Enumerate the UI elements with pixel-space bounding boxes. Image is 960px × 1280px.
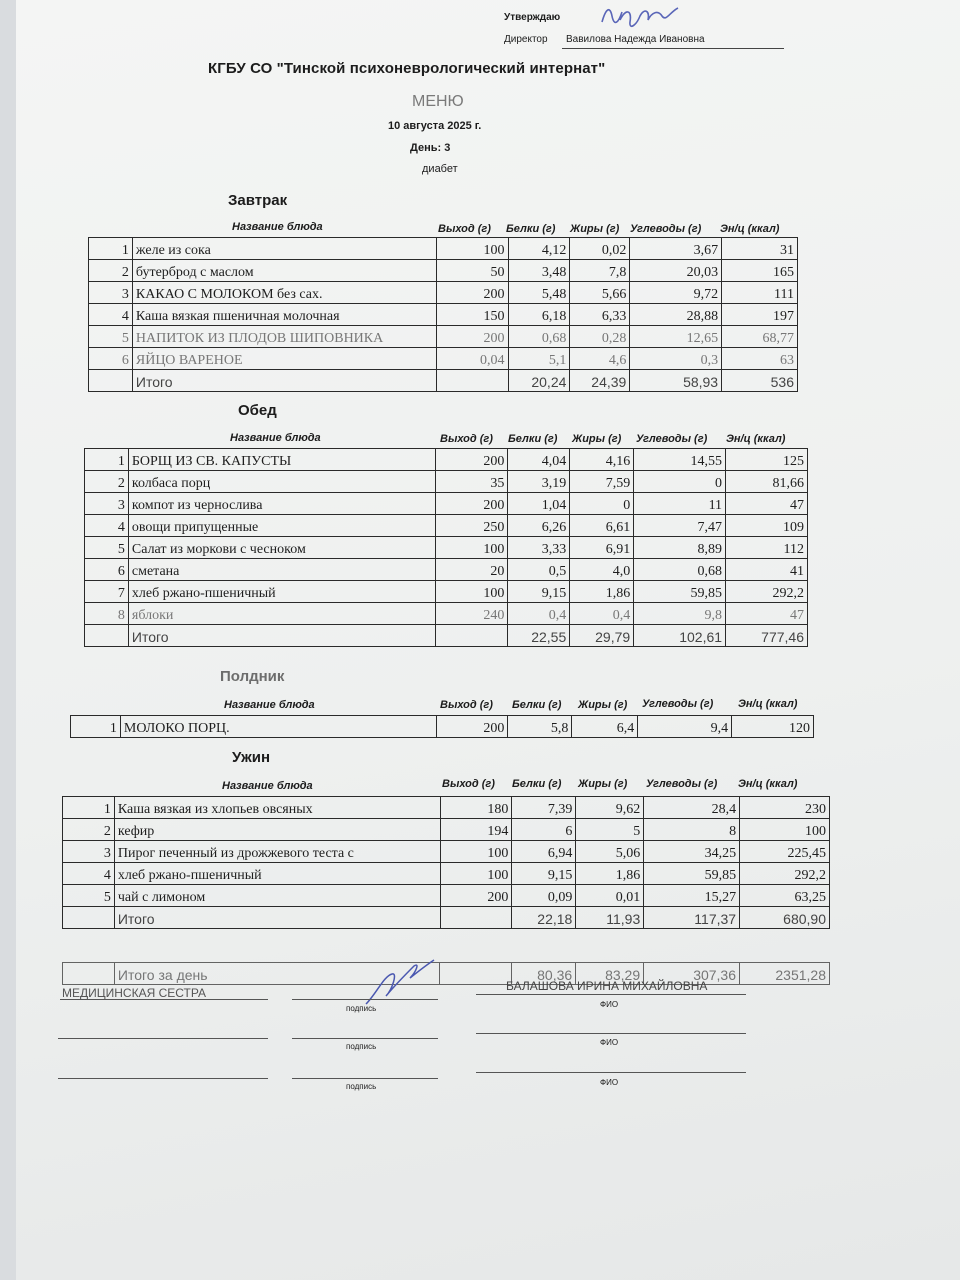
row-number: 7	[85, 581, 129, 603]
col-carbs: Углеводы (г)	[630, 223, 702, 235]
dinner-table	[62, 796, 830, 929]
dish-output: 150	[436, 304, 508, 326]
fio-caption: ФИО	[600, 1000, 619, 1009]
day-total-row	[63, 963, 830, 985]
dish-fat: 6,91	[570, 537, 634, 559]
nurse-name: БАЛАШОВА ИРИНА МИХАЙЛОВНА	[506, 979, 708, 993]
row-number: 4	[85, 515, 129, 537]
dish-output: 20	[436, 559, 508, 581]
dish-fat: 1,86	[570, 581, 634, 603]
signature-caption: подпись	[346, 1082, 377, 1091]
dish-protein: 6,26	[508, 515, 570, 537]
total-energy: 777,46	[726, 625, 808, 647]
dish-energy: 165	[722, 260, 798, 282]
row-number: 6	[89, 348, 133, 370]
dish-energy: 292,2	[726, 581, 808, 603]
dish-output: 100	[436, 537, 508, 559]
row-number: 5	[89, 326, 133, 348]
day-total-table	[62, 962, 830, 985]
dish-output: 100	[440, 841, 512, 863]
dish-carbs: 8,89	[634, 537, 726, 559]
col-protein: Белки (г)	[512, 778, 562, 790]
total-row	[63, 907, 830, 929]
row-number: 6	[85, 559, 129, 581]
director-label: Директор	[504, 34, 548, 45]
dish-name: Каша вязкая из хлопьев овсяных	[114, 797, 440, 819]
dish-protein: 6,18	[508, 304, 570, 326]
total-carbs: 117,37	[644, 907, 740, 929]
dish-output: 240	[436, 603, 508, 625]
dish-energy: 63,25	[740, 885, 830, 907]
dish-output: 35	[436, 471, 508, 493]
dish-carbs: 14,55	[634, 449, 726, 471]
row-number: 1	[71, 716, 121, 738]
dish-output: 250	[436, 515, 508, 537]
dish-energy: 197	[722, 304, 798, 326]
total-fat: 29,79	[570, 625, 634, 647]
row-number: 1	[63, 797, 115, 819]
dish-fat: 4,0	[570, 559, 634, 581]
table-row	[89, 260, 798, 282]
name-line	[476, 1033, 746, 1034]
lunch-table	[84, 448, 808, 647]
total-label: Итого	[114, 907, 440, 929]
table-row	[85, 537, 808, 559]
dish-fat: 6,61	[570, 515, 634, 537]
dish-carbs: 20,03	[630, 260, 722, 282]
total-carbs: 58,93	[630, 370, 722, 392]
dish-name: овощи припущенные	[128, 515, 436, 537]
menu-sheet	[16, 0, 960, 1280]
dish-name: Каша вязкая пшеничная молочная	[132, 304, 436, 326]
dish-carbs: 11	[634, 493, 726, 515]
row-number: 4	[63, 863, 115, 885]
col-protein: Белки (г)	[512, 699, 562, 711]
director-signature	[596, 2, 686, 36]
dish-fat: 7,8	[570, 260, 630, 282]
director-underline	[562, 48, 784, 49]
row-number: 1	[85, 449, 129, 471]
total-protein: 22,55	[508, 625, 570, 647]
dish-output: 50	[436, 260, 508, 282]
dish-output: 200	[436, 716, 508, 738]
dish-fat: 5	[576, 819, 644, 841]
row-number: 2	[63, 819, 115, 841]
signature-line	[58, 1078, 268, 1079]
col-fat: Жиры (г)	[570, 223, 620, 235]
col-name: Название блюда	[222, 780, 313, 792]
dish-name: МОЛОКО ПОРЦ.	[120, 716, 436, 738]
dish-name: кефир	[114, 819, 440, 841]
table-row	[85, 559, 808, 581]
dish-carbs: 9,72	[630, 282, 722, 304]
dish-protein: 9,15	[512, 863, 576, 885]
dish-energy: 111	[722, 282, 798, 304]
row-number: 1	[89, 238, 133, 260]
col-fat: Жиры (г)	[572, 433, 622, 445]
dish-energy: 109	[726, 515, 808, 537]
dish-fat: 6,33	[570, 304, 630, 326]
col-carbs: Углеводы (г)	[646, 778, 718, 790]
menu-title: МЕНЮ	[412, 93, 464, 110]
row-number: 2	[85, 471, 129, 493]
dish-energy: 47	[726, 493, 808, 515]
dish-carbs: 34,25	[644, 841, 740, 863]
dish-output: 194	[440, 819, 512, 841]
day-total-carbs: 307,36	[644, 963, 740, 985]
name-line	[476, 1072, 746, 1073]
dish-output: 100	[436, 581, 508, 603]
col-name: Название блюда	[224, 699, 315, 711]
dish-output: 200	[436, 326, 508, 348]
dish-protein: 0,09	[512, 885, 576, 907]
dish-carbs: 7,47	[634, 515, 726, 537]
dish-fat: 0,4	[570, 603, 634, 625]
dish-fat: 9,62	[576, 797, 644, 819]
fio-caption: ФИО	[600, 1078, 619, 1087]
dish-carbs: 0	[634, 471, 726, 493]
dish-protein: 5,8	[508, 716, 572, 738]
dish-carbs: 3,67	[630, 238, 722, 260]
dish-protein: 4,12	[508, 238, 570, 260]
total-fat: 11,93	[576, 907, 644, 929]
dish-output: 100	[440, 863, 512, 885]
dish-protein: 3,19	[508, 471, 570, 493]
dish-carbs: 9,4	[638, 716, 732, 738]
dish-name: желе из сока	[132, 238, 436, 260]
col-protein: Белки (г)	[506, 223, 556, 235]
table-row	[63, 863, 830, 885]
total-fat: 24,39	[570, 370, 630, 392]
dish-protein: 6	[512, 819, 576, 841]
nurse-signature	[362, 956, 438, 1008]
row-number: 3	[85, 493, 129, 515]
dish-carbs: 59,85	[644, 863, 740, 885]
dish-name: хлеб ржано-пшеничный	[114, 863, 440, 885]
dish-output: 200	[436, 282, 508, 304]
table-row	[89, 326, 798, 348]
signature-line	[58, 1038, 268, 1039]
dish-protein: 5,48	[508, 282, 570, 304]
dish-energy: 68,77	[722, 326, 798, 348]
dish-output: 180	[440, 797, 512, 819]
total-energy: 536	[722, 370, 798, 392]
signature-caption: подпись	[346, 1042, 377, 1051]
table-row	[71, 716, 814, 738]
dish-protein: 4,04	[508, 449, 570, 471]
col-output: Выход (г)	[440, 433, 493, 445]
total-energy: 680,90	[740, 907, 830, 929]
dish-fat: 0,28	[570, 326, 630, 348]
dish-energy: 47	[726, 603, 808, 625]
col-energy: Эн/ц (ккал)	[738, 698, 798, 710]
table-row	[89, 238, 798, 260]
dish-protein: 5,1	[508, 348, 570, 370]
day-total-energy: 2351,28	[740, 963, 830, 985]
breakfast-table	[88, 237, 798, 392]
dish-carbs: 0,3	[630, 348, 722, 370]
dish-carbs: 28,4	[644, 797, 740, 819]
row-number: 5	[63, 885, 115, 907]
total-row	[89, 370, 798, 392]
dish-output: 200	[436, 449, 508, 471]
organization-title: КГБУ СО "Тинской психоневрологический интернат"	[208, 60, 606, 77]
dish-name: ЯЙЦО ВАРЕНОЕ	[132, 348, 436, 370]
lunch-title: Обед	[238, 402, 277, 419]
dish-protein: 3,48	[508, 260, 570, 282]
dish-name: БОРЩ ИЗ СВ. КАПУСТЫ	[128, 449, 436, 471]
dish-fat: 5,06	[576, 841, 644, 863]
signature-line	[292, 1038, 438, 1039]
col-output: Выход (г)	[442, 778, 495, 790]
col-output: Выход (г)	[438, 223, 491, 235]
dish-energy: 41	[726, 559, 808, 581]
dish-name: НАПИТОК ИЗ ПЛОДОВ ШИПОВНИКА	[132, 326, 436, 348]
dish-protein: 7,39	[512, 797, 576, 819]
col-carbs: Углеводы (г)	[636, 433, 708, 445]
dish-protein: 0,68	[508, 326, 570, 348]
dish-energy: 120	[732, 716, 814, 738]
row-number: 2	[89, 260, 133, 282]
col-energy: Эн/ц (ккал)	[720, 223, 780, 235]
col-energy: Эн/ц (ккал)	[726, 433, 786, 445]
total-label: Итого	[132, 370, 436, 392]
dish-fat: 7,59	[570, 471, 634, 493]
row-number: 5	[85, 537, 129, 559]
dish-fat: 5,66	[570, 282, 630, 304]
dish-name: компот из чернослива	[128, 493, 436, 515]
director-name: Вавилова Надежда Ивановна	[566, 34, 705, 45]
dish-name: яблоки	[128, 603, 436, 625]
col-fat: Жиры (г)	[578, 699, 628, 711]
table-row	[85, 449, 808, 471]
table-row	[85, 471, 808, 493]
row-number: 3	[89, 282, 133, 304]
dish-energy: 100	[740, 819, 830, 841]
col-name: Название блюда	[230, 432, 321, 444]
day-total-label: Итого за день	[114, 963, 440, 985]
table-row	[85, 581, 808, 603]
table-row	[85, 603, 808, 625]
table-row	[63, 797, 830, 819]
col-energy: Эн/ц (ккал)	[738, 778, 798, 790]
table-row	[63, 819, 830, 841]
dish-fat: 0	[570, 493, 634, 515]
row-number: 4	[89, 304, 133, 326]
dish-energy: 81,66	[726, 471, 808, 493]
signature-line	[292, 999, 438, 1000]
menu-date: 10 августа 2025 г.	[388, 120, 482, 132]
dish-carbs: 15,27	[644, 885, 740, 907]
dish-protein: 0,5	[508, 559, 570, 581]
dinner-title: Ужин	[232, 749, 271, 766]
table-row	[89, 304, 798, 326]
snack-title: Полдник	[220, 668, 285, 685]
dish-carbs: 59,85	[634, 581, 726, 603]
row-number: 8	[85, 603, 129, 625]
name-line	[476, 994, 746, 995]
total-carbs: 102,61	[634, 625, 726, 647]
day-total-fat: 83,29	[576, 963, 644, 985]
table-row	[89, 282, 798, 304]
col-carbs: Углеводы (г)	[642, 698, 714, 710]
dish-protein: 1,04	[508, 493, 570, 515]
dish-energy: 292,2	[740, 863, 830, 885]
col-fat: Жиры (г)	[578, 778, 628, 790]
dish-name: Пирог печенный из дрожжевого теста с	[114, 841, 440, 863]
dish-energy: 31	[722, 238, 798, 260]
dish-output: 200	[436, 493, 508, 515]
dish-fat: 4,16	[570, 449, 634, 471]
dish-name: чай с лимоном	[114, 885, 440, 907]
col-output: Выход (г)	[440, 699, 493, 711]
dish-output: 0,04	[436, 348, 508, 370]
dish-fat: 0,02	[570, 238, 630, 260]
dish-protein: 3,33	[508, 537, 570, 559]
dish-name: КАКАО С МОЛОКОМ без сах.	[132, 282, 436, 304]
dish-name: бутерброд с маслом	[132, 260, 436, 282]
dish-energy: 63	[722, 348, 798, 370]
dish-energy: 125	[726, 449, 808, 471]
dish-name: колбаса порц	[128, 471, 436, 493]
dish-protein: 9,15	[508, 581, 570, 603]
dish-carbs: 9,8	[634, 603, 726, 625]
signature-line	[292, 1078, 438, 1079]
table-row	[63, 885, 830, 907]
dish-carbs: 12,65	[630, 326, 722, 348]
total-protein: 22,18	[512, 907, 576, 929]
nurse-label: МЕДИЦИНСКАЯ СЕСТРА	[62, 986, 207, 1000]
signature-caption: подпись	[346, 1004, 377, 1013]
total-row	[85, 625, 808, 647]
dish-protein: 6,94	[512, 841, 576, 863]
col-protein: Белки (г)	[508, 433, 558, 445]
menu-day: День: 3	[410, 142, 451, 154]
dish-protein: 0,4	[508, 603, 570, 625]
dish-output: 200	[440, 885, 512, 907]
row-number: 3	[63, 841, 115, 863]
signature-line	[60, 999, 268, 1000]
table-row	[85, 493, 808, 515]
dish-fat: 1,86	[576, 863, 644, 885]
dish-output: 100	[436, 238, 508, 260]
table-row	[85, 515, 808, 537]
approve-label: Утверждаю	[504, 12, 561, 23]
dish-carbs: 28,88	[630, 304, 722, 326]
dish-fat: 0,01	[576, 885, 644, 907]
snack-table	[70, 715, 814, 738]
table-row	[63, 841, 830, 863]
dish-name: хлеб ржано-пшеничный	[128, 581, 436, 603]
dish-name: Салат из моркови с чесноком	[128, 537, 436, 559]
dish-carbs: 0,68	[634, 559, 726, 581]
dish-fat: 4,6	[570, 348, 630, 370]
dish-fat: 6,4	[572, 716, 638, 738]
total-label: Итого	[128, 625, 436, 647]
col-name: Название блюда	[232, 221, 323, 233]
dish-energy: 112	[726, 537, 808, 559]
dish-energy: 230	[740, 797, 830, 819]
dish-name: сметана	[128, 559, 436, 581]
day-total-protein: 80,36	[512, 963, 576, 985]
fio-caption: ФИО	[600, 1038, 619, 1047]
table-row	[89, 348, 798, 370]
breakfast-title: Завтрак	[228, 192, 288, 209]
menu-diet: диабет	[422, 163, 458, 175]
dish-energy: 225,45	[740, 841, 830, 863]
total-protein: 20,24	[508, 370, 570, 392]
dish-carbs: 8	[644, 819, 740, 841]
